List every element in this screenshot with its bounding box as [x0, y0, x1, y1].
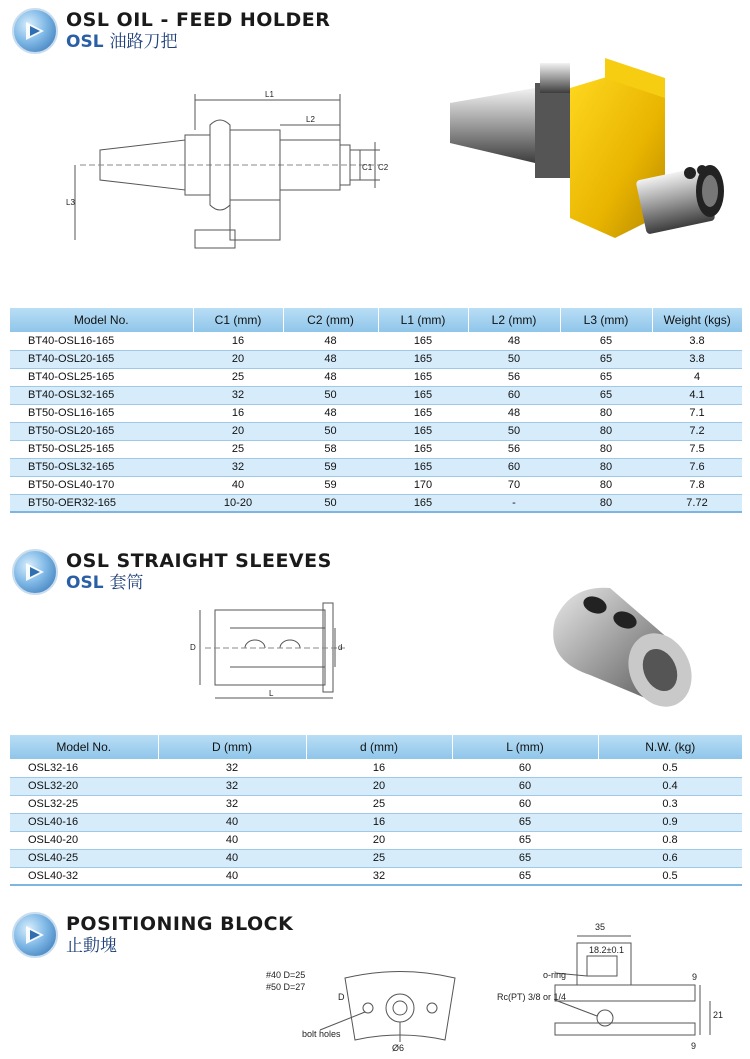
dim-l2: L2	[306, 115, 315, 124]
cell-value: 65	[452, 813, 598, 831]
cell-value: 16	[306, 759, 452, 777]
cell-model: BT40-OSL32-165	[10, 386, 193, 404]
cell-value: 60	[468, 458, 560, 476]
cell-value: 60	[452, 759, 598, 777]
cell-value: 25	[193, 440, 283, 458]
cell-value: 7.5	[652, 440, 742, 458]
label-rc: Rc(PT) 3/8 or 1/4	[497, 992, 567, 1002]
sleeves-table	[10, 735, 742, 886]
table-row	[10, 440, 742, 458]
dim-d: d	[338, 643, 343, 652]
cell-value: 65	[452, 867, 598, 885]
cell-value: 50	[283, 422, 378, 440]
col-D: D (mm)	[158, 735, 306, 759]
col-l1: L1 (mm)	[378, 308, 468, 332]
cell-value: 48	[283, 368, 378, 386]
cell-value: 48	[283, 332, 378, 350]
cell-value: 32	[158, 759, 306, 777]
cell-value: 25	[306, 795, 452, 813]
dim-l1: L1	[265, 90, 274, 99]
label-w35: 35	[595, 922, 606, 932]
col-l2: L2 (mm)	[468, 308, 560, 332]
feed-holder-table	[10, 308, 742, 513]
cell-model: BT50-OSL20-165	[10, 422, 193, 440]
cell-value: 58	[283, 440, 378, 458]
cell-value: 40	[158, 849, 306, 867]
label-dia: Ø6	[392, 1043, 405, 1053]
sleeve-photo	[540, 580, 700, 710]
cell-value: 56	[468, 440, 560, 458]
cell-value: 32	[158, 795, 306, 813]
cell-value: 165	[378, 350, 468, 368]
label-D: D	[338, 992, 345, 1002]
cell-value: 16	[193, 332, 283, 350]
table-row	[10, 777, 742, 795]
col-model: Model No.	[10, 735, 158, 759]
cell-value: 65	[452, 849, 598, 867]
feed-holder-table-header	[10, 308, 742, 332]
table-row	[10, 813, 742, 831]
label-d50: #50 D=27	[266, 982, 306, 992]
cell-value: 25	[193, 368, 283, 386]
cell-value: 65	[560, 386, 652, 404]
cell-value: 20	[306, 777, 452, 795]
cell-value: 3.8	[652, 350, 742, 368]
cell-value: 65	[452, 831, 598, 849]
label-oring: o-ring	[543, 970, 567, 980]
cell-model: BT50-OSL32-165	[10, 458, 193, 476]
dim-l3: L3	[66, 198, 75, 207]
table-row	[10, 458, 742, 476]
cell-value: 20	[306, 831, 452, 849]
label-h21: 21	[713, 1010, 724, 1020]
cell-value: 10-20	[193, 494, 283, 512]
cell-model: BT50-OSL16-165	[10, 404, 193, 422]
cell-value: 50	[283, 494, 378, 512]
sleeves-subtitle: OSL 套筒	[66, 573, 144, 593]
cell-value: 0.3	[598, 795, 742, 813]
cell-value: 40	[158, 813, 306, 831]
cell-value: 20	[193, 350, 283, 368]
cell-model: OSL40-32	[10, 867, 158, 885]
table-row	[10, 849, 742, 867]
cell-value: 0.9	[598, 813, 742, 831]
cell-model: OSL40-16	[10, 813, 158, 831]
table-row	[10, 759, 742, 777]
cell-value: 80	[560, 494, 652, 512]
cell-value: 20	[193, 422, 283, 440]
feed-holder-header	[12, 8, 330, 54]
feed-holder-photo	[440, 48, 740, 253]
cell-value: 48	[283, 404, 378, 422]
positioning-header	[12, 912, 293, 958]
cell-value: 60	[468, 386, 560, 404]
cell-value: 40	[158, 867, 306, 885]
table-row	[10, 831, 742, 849]
col-c1: C1 (mm)	[193, 308, 283, 332]
cell-value: 16	[306, 813, 452, 831]
table-row	[10, 476, 742, 494]
col-c2: C2 (mm)	[283, 308, 378, 332]
cell-value: 165	[378, 458, 468, 476]
cell-value: 59	[283, 458, 378, 476]
cell-value: 65	[560, 350, 652, 368]
label-d40: #40 D=25	[266, 970, 306, 980]
cell-value: 32	[193, 386, 283, 404]
cell-value: 32	[306, 867, 452, 885]
dim-c1: C1	[362, 163, 373, 172]
col-L: L (mm)	[452, 735, 598, 759]
cell-value: 32	[193, 458, 283, 476]
cell-value: 16	[193, 404, 283, 422]
cell-value: 80	[560, 422, 652, 440]
cell-value: 80	[560, 476, 652, 494]
col-d: d (mm)	[306, 735, 452, 759]
cell-value: 70	[468, 476, 560, 494]
col-nw: N.W. (kg)	[598, 735, 742, 759]
sleeves-header	[12, 549, 332, 595]
col-l3: L3 (mm)	[560, 308, 652, 332]
positioning-side-drawing	[495, 918, 735, 1056]
feed-holder-title: OSL OIL - FEED HOLDER	[66, 9, 331, 31]
cell-value: 48	[468, 332, 560, 350]
osl-logo-icon	[12, 912, 58, 958]
cell-value: 7.6	[652, 458, 742, 476]
cell-value: 165	[378, 368, 468, 386]
feed-holder-drawing	[60, 80, 400, 255]
cell-model: OSL32-25	[10, 795, 158, 813]
table-row	[10, 404, 742, 422]
cell-value: 0.8	[598, 831, 742, 849]
cell-value: 165	[378, 494, 468, 512]
cell-value: 7.72	[652, 494, 742, 512]
positioning-title: POSITIONING BLOCK	[66, 913, 294, 935]
table-row	[10, 867, 742, 885]
cell-value: 0.4	[598, 777, 742, 795]
cell-value: 165	[378, 440, 468, 458]
cell-value: 48	[283, 350, 378, 368]
cell-value: 7.8	[652, 476, 742, 494]
table-row	[10, 795, 742, 813]
cell-value: 165	[378, 386, 468, 404]
sleeves-title: OSL STRAIGHT SLEEVES	[66, 550, 332, 572]
table-row	[10, 386, 742, 404]
cell-value: 7.1	[652, 404, 742, 422]
cell-value: 7.2	[652, 422, 742, 440]
cell-model: OSL40-25	[10, 849, 158, 867]
positioning-front-drawing	[260, 960, 490, 1055]
cell-model: OSL40-20	[10, 831, 158, 849]
cell-model: BT40-OSL16-165	[10, 332, 193, 350]
cell-value: 40	[193, 476, 283, 494]
cell-model: BT50-OER32-165	[10, 494, 193, 512]
dim-D: D	[190, 643, 196, 652]
col-weight: Weight (kgs)	[652, 308, 742, 332]
cell-value: 165	[378, 332, 468, 350]
cell-value: 50	[468, 350, 560, 368]
cell-value: 165	[378, 422, 468, 440]
cell-value: 165	[378, 404, 468, 422]
cell-value: 40	[158, 831, 306, 849]
osl-logo-icon	[12, 8, 58, 54]
cell-value: 56	[468, 368, 560, 386]
cell-value: 50	[468, 422, 560, 440]
cell-value: 3.8	[652, 332, 742, 350]
table-row	[10, 368, 742, 386]
sleeve-drawing	[185, 598, 355, 706]
cell-value: 0.6	[598, 849, 742, 867]
label-h9a: 9	[692, 972, 698, 982]
cell-value: 80	[560, 440, 652, 458]
cell-value: 65	[560, 332, 652, 350]
sleeves-table-header	[10, 735, 742, 759]
cell-value: 80	[560, 404, 652, 422]
table-row	[10, 494, 742, 512]
cell-value: 170	[378, 476, 468, 494]
cell-value: 32	[158, 777, 306, 795]
cell-value: 4	[652, 368, 742, 386]
cell-model: BT40-OSL25-165	[10, 368, 193, 386]
cell-value: 80	[560, 458, 652, 476]
osl-logo-icon	[12, 549, 58, 595]
cell-value: 4.1	[652, 386, 742, 404]
cell-value: 60	[452, 777, 598, 795]
label-bolt-holes: bolt holes	[302, 1029, 341, 1039]
cell-value: -	[468, 494, 560, 512]
dim-L: L	[269, 689, 274, 698]
cell-model: BT40-OSL20-165	[10, 350, 193, 368]
cell-value: 48	[468, 404, 560, 422]
cell-value: 25	[306, 849, 452, 867]
cell-value: 50	[283, 386, 378, 404]
cell-model: OSL32-16	[10, 759, 158, 777]
cell-value: 0.5	[598, 759, 742, 777]
dim-c2: C2	[378, 163, 389, 172]
cell-model: BT50-OSL25-165	[10, 440, 193, 458]
cell-value: 65	[560, 368, 652, 386]
cell-model: BT50-OSL40-170	[10, 476, 193, 494]
cell-value: 0.5	[598, 867, 742, 885]
cell-value: 59	[283, 476, 378, 494]
cell-model: OSL32-20	[10, 777, 158, 795]
positioning-subtitle: 止動塊	[66, 936, 117, 956]
cell-value: 60	[452, 795, 598, 813]
table-row	[10, 422, 742, 440]
label-w182: 18.2±0.1	[589, 945, 624, 955]
label-h9b: 9	[691, 1041, 697, 1051]
col-model: Model No.	[10, 308, 193, 332]
table-row	[10, 350, 742, 368]
table-row	[10, 332, 742, 350]
feed-holder-subtitle: OSL 油路刀把	[66, 32, 178, 52]
